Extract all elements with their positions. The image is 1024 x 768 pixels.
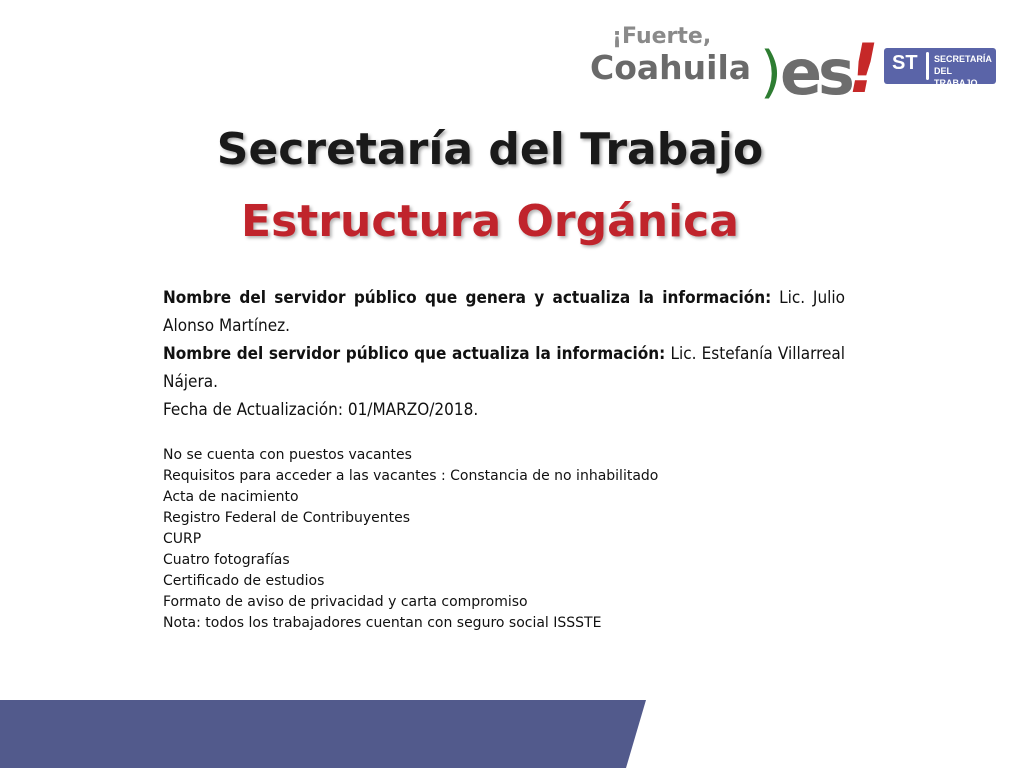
page-title: Secretaría del Trabajo xyxy=(216,124,764,175)
logo-fuerte-text: ¡Fuerte, xyxy=(612,24,712,49)
info-line-generator xyxy=(163,284,845,340)
logo-bang: ! xyxy=(848,30,880,109)
info-generator-value: Lic. Julio Alonso Martínez. xyxy=(163,288,845,336)
logo-paren: ) xyxy=(760,40,782,105)
list-item: Acta de nacimiento xyxy=(163,489,299,505)
info-update-date: Fecha de Actualización: 01/MARZO/2018. xyxy=(163,400,479,420)
footer-band-shape xyxy=(0,700,646,768)
responsible-info xyxy=(163,284,845,424)
footer-band xyxy=(0,700,1024,768)
list-item: Nota: todos los trabajadores cuentan con seguro social ISSSTE xyxy=(163,615,602,631)
st-badge xyxy=(884,48,996,88)
info-updater-value: Lic. Estefanía Villarreal Nájera. xyxy=(163,344,846,392)
list-item: Registro Federal de Contribuyentes xyxy=(163,510,411,526)
fuerte-coahuila-logo xyxy=(586,22,998,114)
list-item: Cuatro fotografías xyxy=(163,552,290,568)
st-badge-divider xyxy=(926,52,929,80)
st-badge-secretaria: SECRETARÍA xyxy=(934,54,992,64)
logo-es-mark xyxy=(760,30,880,116)
st-badge-text: ST xyxy=(892,52,918,74)
info-updater-label: Nombre del servidor público que actualiza la información: xyxy=(163,344,666,364)
list-item: Requisitos para acceder a las vacantes : Constancia de no inhabilitado xyxy=(163,468,659,484)
list-item: Certificado de estudios xyxy=(163,573,325,589)
st-badge-del-trabajo: DEL TRABAJO xyxy=(934,66,978,88)
list-item: CURP xyxy=(163,531,202,547)
page-subtitle: Estructura Orgánica xyxy=(241,196,739,247)
st-badge-caption xyxy=(934,53,994,89)
info-generator-label: Nombre del servidor público que genera y actualiza la información: xyxy=(163,288,772,308)
list-item: Formato de aviso de privacidad y carta compromiso xyxy=(163,594,528,610)
logo-coahuila-text: Coahuila xyxy=(590,48,752,87)
list-item: No se cuenta con puestos vacantes xyxy=(163,447,412,463)
requirements-list xyxy=(163,445,803,634)
logo-es-text: es xyxy=(780,36,851,109)
info-line-updater xyxy=(163,340,845,396)
